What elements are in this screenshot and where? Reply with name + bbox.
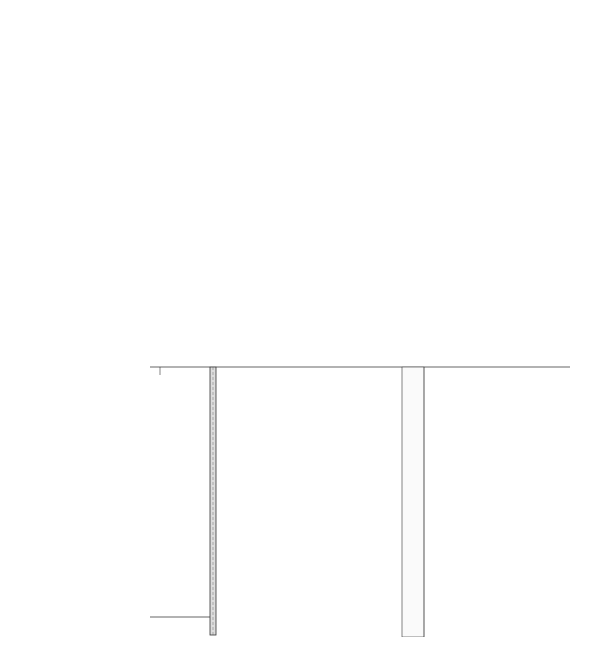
left-column	[76, 166, 338, 190]
section-heading-1	[322, 182, 538, 196]
figure-1	[150, 355, 570, 637]
figure-caption	[0, 648, 600, 657]
support-section-drawing	[150, 355, 570, 637]
subsection-heading-1-1	[322, 204, 538, 218]
section-heading-intro	[76, 168, 338, 182]
right-column	[322, 166, 538, 221]
soil-column	[402, 367, 424, 637]
